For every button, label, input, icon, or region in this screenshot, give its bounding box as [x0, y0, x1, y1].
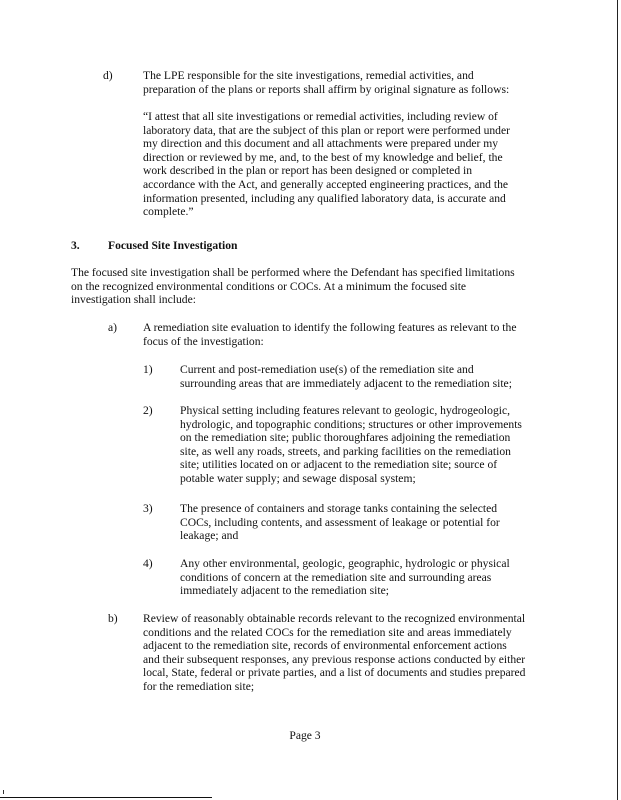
text-line: potable water supply; and sewage disposal system; [180, 471, 416, 485]
text-line: on the remediation site; public thoroughfares adjoining the remediation [180, 431, 511, 445]
text-line: Review of reasonably obtainable records relevant to the recognized environmental [143, 612, 526, 625]
subitem-1-text [180, 363, 512, 390]
footnote-separator [0, 797, 212, 798]
text-line: complete.” [143, 205, 194, 219]
subitem-4-label: 4) [143, 557, 153, 570]
text-line: on the recognized environmental conditions or COCs. At a minimum the focused site [71, 279, 467, 293]
text-line: investigation shall include: [71, 293, 196, 307]
text-line: direction or reviewed by me, and, to the best of my knowledge and belief, the [143, 150, 503, 164]
text-line: Physical setting including features relevant to geologic, hydrogeologic, [180, 404, 511, 417]
text-line: focus of the investigation: [143, 334, 264, 348]
text-line: and their subsequent responses, any previous response actions conducted by either [143, 652, 526, 666]
text-line: laboratory data, that are the subject of this plan or report were performed under [143, 123, 510, 137]
section-intro [71, 266, 515, 307]
text-line: accordance with the Act, and generally accepted engineering practices, and the [143, 177, 509, 191]
text-line: “I attest that all site investigations or remedial activities, including review of [143, 110, 498, 123]
item-d-label: d) [103, 69, 113, 82]
attestation-quote [143, 110, 510, 219]
text-line: A remediation site evaluation to identify the following features as relevant to the [143, 321, 517, 334]
subitem-4-text [180, 557, 510, 598]
section-title: Focused Site Investigation [108, 239, 238, 252]
item-b-label: b) [108, 612, 118, 625]
text-line: Current and post-remediation use(s) of the remediation site and [180, 363, 474, 376]
text-line: leakage; and [180, 529, 239, 543]
text-line: COCs, including contents, and assessment of leakage or potential for [180, 515, 500, 529]
text-line: information presented, including any qualified laboratory data, is accurate and [143, 191, 506, 205]
text-line: site; utilities located on or adjacent to the remediation site; source of [180, 458, 498, 472]
section-number: 3. [71, 239, 80, 252]
text-line: work described in the plan or report has been designed or completed in [143, 164, 473, 178]
subitem-2-text [180, 404, 522, 486]
text-line: The focused site investigation shall be performed where the Defendant has specified limitations [71, 266, 515, 279]
item-d-text [143, 69, 509, 96]
subitem-3-text [180, 502, 500, 543]
text-line: my direction and this document and all attachments were prepared under my [143, 137, 499, 151]
text-line: The presence of containers and storage tanks containing the selected [180, 502, 498, 515]
item-b-text [143, 612, 525, 694]
page-right-border [617, 0, 618, 800]
item-a-text [143, 321, 516, 348]
item-a-label: a) [108, 321, 118, 334]
text-line: for the remediation site; [143, 679, 255, 693]
text-line: site, as well any roads, streets, and parking facilities on the remediation [180, 444, 511, 458]
page-number: Page 3 [289, 729, 321, 742]
text-line: local, State, federal or private parties, and a list of documents and studies prepared [143, 666, 526, 680]
text-line: Any other environmental, geologic, geographic, hydrologic or physical [180, 557, 510, 570]
text-line: hydrologic, and topographic conditions; structures or other improvements [180, 417, 522, 431]
text-line: conditions of concern at the remediation site and surrounding areas [180, 570, 492, 584]
subitem-2-label: 2) [143, 404, 153, 417]
subitem-1-label: 1) [143, 363, 153, 376]
text-line: immediately adjacent to the remediation site; [180, 584, 389, 598]
text-line: The LPE responsible for the site investigations, remedial activities, and [143, 69, 474, 82]
subitem-3-label: 3) [143, 502, 153, 515]
text-line: conditions and the related COCs for the remediation site and areas immediately [143, 625, 512, 639]
text-line: preparation of the plans or reports shall affirm by original signature as follows: [143, 82, 510, 96]
scan-mark [3, 790, 4, 794]
text-line: surrounding areas that are immediately adjacent to the remediation site; [180, 376, 512, 390]
text-line: adjacent to the remediation site, records of environmental enforcement actions [143, 639, 507, 653]
